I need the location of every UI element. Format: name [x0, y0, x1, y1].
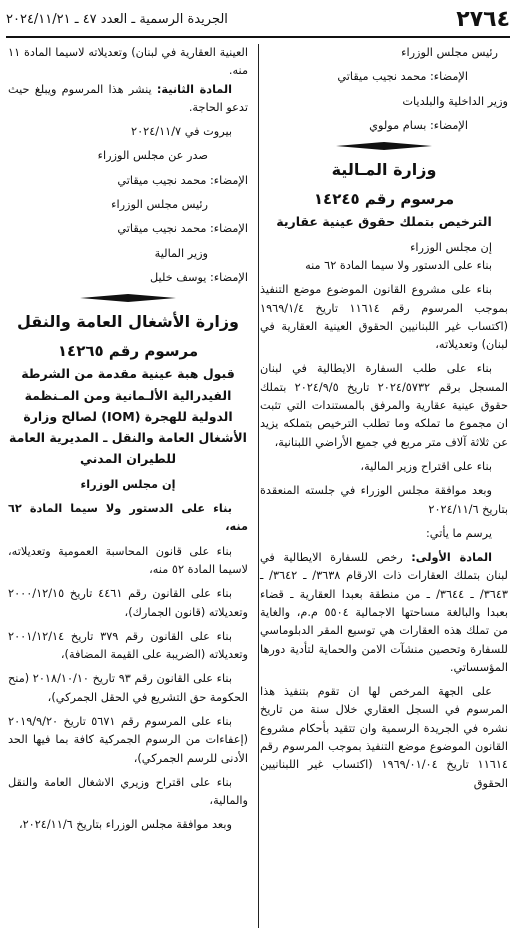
preamble-paragraph: بناء على اقتراح وزيري الاشغال العامة والنقل والمالية،	[8, 775, 248, 808]
preamble-line: بناء على الدستور ولا سيما المادة ٦٢ منه	[305, 258, 492, 272]
section-separator	[336, 141, 432, 151]
preamble-paragraph: بناء على القانون رقم ٤٤٦١ تاريخ ٢٠٠٠/١٢/١٥ وتعديلاته (قانون الجمارك)،	[8, 587, 248, 619]
signatory-title: وزير المالية	[154, 246, 208, 260]
preamble-paragraph: بناء على القانون رقم ٩٣ تاريخ ٢٠١٨/١٠/١٠ (منح الحكومة حق التشريع في الحقل الجمركي)،	[8, 672, 248, 704]
signatory-title: رئيس مجلس الوزراء	[401, 46, 498, 59]
preamble-line: بناء على الدستور ولا سيما المادة ٦٢ منه،	[8, 502, 248, 534]
right-column	[260, 44, 508, 928]
article-one	[260, 549, 508, 677]
article-text: ينشر هذا المرسوم ويبلغ حيث تدعو الحاجة.	[8, 82, 248, 114]
page-header	[6, 2, 510, 38]
preamble-paragraph: بناء على طلب السفارة الايطالية في لبنان المسجل برقم ٢٠٢٤/٥٧٣٢ تاريخ ٢٠٢٤/٩/٥ بتملك حقوق عينية عقارية والمرفق بالمستندات التي تثبت ان مجموع ما تملكه وما تطلب الترخيص بتملكه يزيد عن ثلاثة آلاف متر مربع في جميع الأراضي اللبنانية،	[260, 362, 509, 449]
decree-number: مرسوم رقم ١٤٢٦٥	[57, 342, 199, 361]
council-line: إن مجلس الوزراء	[80, 477, 176, 491]
place-date: بيروت في ٢٠٢٤/١١/٧	[131, 125, 232, 139]
signature-line: الإمضاء: محمد نجيب ميقاتي	[337, 70, 468, 84]
preamble-line: بناء على اقتراح وزير المالية،	[360, 459, 492, 473]
page-number: ٢٧٦٤	[456, 6, 510, 32]
article-title: المادة الأولى:	[411, 551, 493, 565]
decree-subject: قبول هبة عينية مقدمة من الشرطة الفيدرالية الألـمانية ومن المـنظمة الدولية للهجرة (IOM) لصالح وزارة الأشغال العامة والنقل ـ المديرية العامة للطيران المدني	[9, 366, 247, 467]
signature-line: الإمضاء: بسام مولوي	[369, 118, 468, 132]
preamble-paragraph: بناء على قانون المحاسبة العمومية وتعديلاته، لاسيما المادة ٥٢ منه،	[8, 544, 248, 576]
preamble-paragraph: بناء على مشروع القانون الموضوع موضع التنفيذ بموجب المرسوم رقم ١١٦١٤ تاريخ ١٩٦٩/١/٤ (اكتساب غير اللبنانيين الحقوق العينية العقارية في لبنان) وتعديلاته،	[260, 283, 508, 352]
preamble-line: وبعد موافقة مجلس الوزراء بتاريخ ٢٠٢٤/١١/٦،	[18, 818, 232, 832]
preamble-paragraph: وبعد موافقة مجلس الوزراء في جلسته المنعقدة بتاريخ ٢٠٢٤/١١/٦	[260, 484, 508, 516]
signature-line: الإمضاء: يوسف خليل	[150, 270, 248, 284]
section-separator	[80, 293, 176, 303]
decrees-line: يرسم ما يأتي:	[426, 526, 492, 540]
ministry-title: وزارة الأشغال العامة والنقل	[17, 312, 239, 332]
preamble-paragraph: بناء على المرسوم رقم ٥٦٧١ تاريخ ٢٠١٩/٩/٢٠ (إعفاءات من الرسوم الجمركية كافة بما فيها الحد الأدنى للرسم الجمركي)،	[8, 714, 248, 765]
preamble-paragraph: بناء على القانون رقم ٣٧٩ تاريخ ٢٠٠١/١٢/١٤ وتعديلاته (الضريبة على القيمة المضافة)،	[8, 629, 248, 662]
signatory-title: وزير الداخلية والبلديات	[402, 94, 508, 108]
article-title: المادة الثانية:	[156, 82, 232, 96]
signature-line: الإمضاء: محمد نجيب ميقاتي	[117, 222, 248, 236]
signatory-title: رئيس مجلس الوزراء	[111, 198, 208, 212]
column-divider	[258, 44, 259, 928]
preamble-line: إن مجلس الوزراء	[410, 240, 492, 254]
closing-paragraph: على الجهة المرخص لها ان تقوم بتنفيذ هذا المرسوم في السجل العقاري خلال سنة من تاريخ نشره في الجريدة الرسمية وان تتقيد بأحكام مشروع القانون الموضوع موضع التنفيذ بموجب المرسوم رقم ١١٦١٤ تاريخ ١٩٦٩/٠١/٠٤ (اكتساب غير اللبنانيين الحقوق	[260, 685, 508, 790]
issue-info: الجريدة الرسمية ـ العدد ٤٧ ـ ٢٠٢٤/١١/٢١	[6, 11, 228, 27]
issued-by: صدر عن مجلس الوزراء	[97, 149, 208, 163]
decree-number: مرسوم رقم ١٤٢٤٥	[313, 190, 455, 209]
decree-subject: الترخيص بتملك حقوق عينية عقارية	[276, 214, 492, 230]
continuation-text: العينية العقارية في لبنان) وتعديلاته لاسيما المادة ١١ منه.	[8, 46, 248, 78]
signature-line: الإمضاء: محمد نجيب ميقاتي	[117, 173, 248, 187]
left-column	[8, 44, 248, 928]
ministry-title: وزارة المـالية	[331, 160, 437, 180]
article-text: رخص للسفارة الايطالية في لبنان بتملك العقارات ذات الارقام ٣٦٣٨/ ـ ٣٦٤٢/ ـ ٣٦٤٣/ ـ ٣٦٤٤/ ـ من منطقة بعبدا العقارية ـ قضاء بعبدا والبالغة مساحتها الاجمالية ٥٥٠٤ م.م، والغاية من تملك هذه العقارات هي توسيع المقر الدبلوماسي للسفارة وتحصين منشآت الامن والحماية لتأدية دورها المؤسساتي.	[260, 551, 508, 674]
article-two	[8, 81, 248, 118]
